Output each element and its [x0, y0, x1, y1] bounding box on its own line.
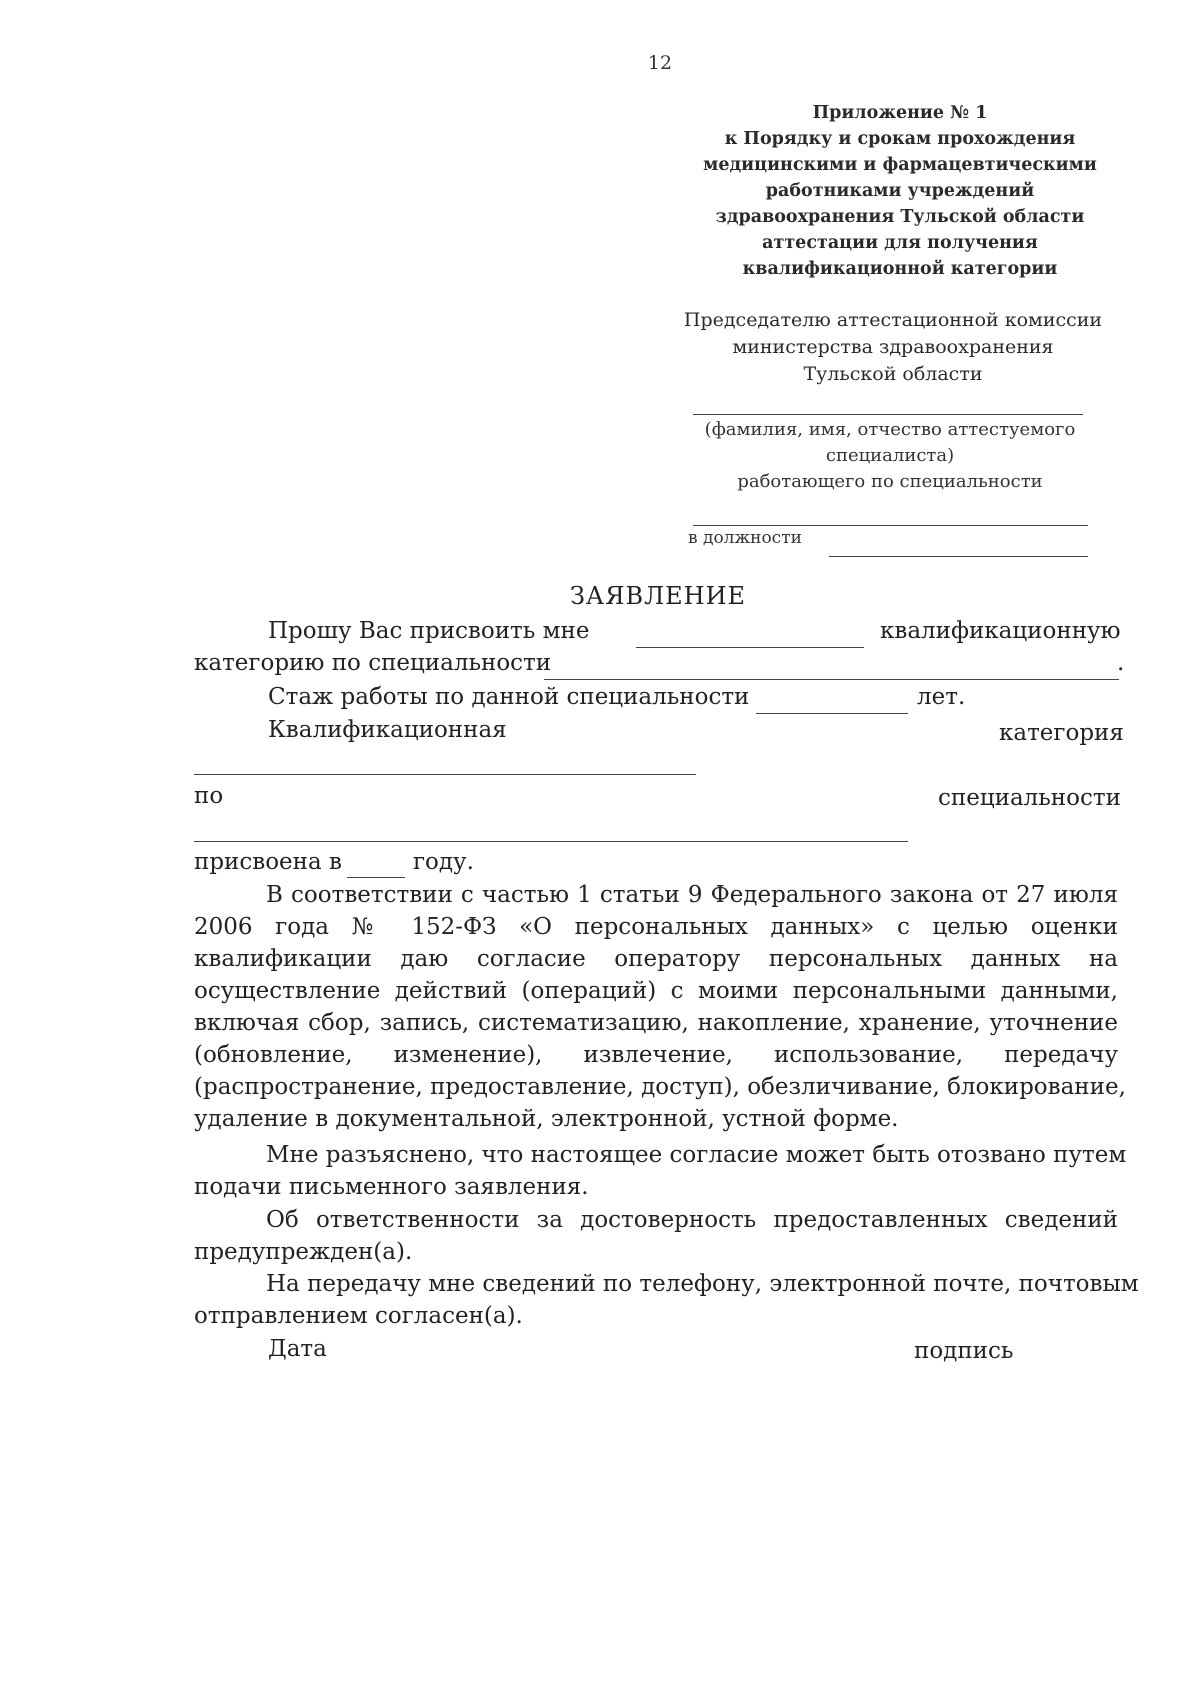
assigned-kval-word: Квалификационная — [268, 717, 507, 743]
addressee-line: министерства здравоохранения — [732, 336, 1054, 358]
consent-line: включая сбор, запись, систематизацию, накопление, хранение, уточнение — [194, 1010, 1118, 1036]
request-text: Прошу Вас присвоить мне — [268, 618, 590, 644]
caption-line: работающего по специальности — [737, 471, 1043, 492]
document-title: ЗАЯВЛЕНИЕ — [569, 582, 747, 610]
caption-line: (фамилия, имя, отчество аттестуемого — [704, 419, 1076, 440]
revocation-line: Мне разъяснено, что настоящее согласие может быть отозвано путем — [266, 1142, 1127, 1168]
appendix-line: аттестации для получения — [762, 233, 1038, 253]
fio-caption — [680, 417, 1100, 495]
appendix-line: медицинскими и фармацевтическими — [703, 155, 1097, 175]
revocation-paragraph — [194, 1139, 1127, 1203]
transfer-line: На передачу мне сведений по телефону, электронной почте, почтовым — [266, 1271, 1139, 1297]
assigned-category-blank-line[interactable] — [194, 774, 696, 775]
assigned-prisvoena: присвоена в — [194, 849, 342, 875]
specialty-blank-line[interactable] — [693, 525, 1088, 526]
consent-line: (обновление, изменение), извлечение, использование, передачу — [194, 1042, 1118, 1068]
assigned-category-word: категория — [999, 720, 1124, 746]
consent-line: квалификации даю согласие оператору персональных данных на — [194, 946, 1118, 972]
appendix-line: квалификационной категории — [742, 259, 1058, 279]
position-label: в должности — [688, 528, 802, 548]
revocation-line: подачи письменного заявления. — [194, 1174, 589, 1200]
assigned-spec-word: специальности — [938, 785, 1121, 811]
responsibility-line: предупрежден(а). — [194, 1239, 413, 1265]
date-label: Дата — [268, 1336, 327, 1362]
assigned-specialty-blank-line[interactable] — [194, 841, 908, 842]
caption-line: специалиста) — [825, 445, 955, 466]
request-period: . — [1117, 650, 1125, 676]
category-blank-line[interactable] — [636, 647, 864, 648]
transfer-line: отправлением согласен(а). — [194, 1303, 523, 1329]
request-kval-word: квалификационную — [880, 618, 1121, 644]
appendix-line: работниками учреждений — [765, 181, 1035, 201]
experience-unit: лет. — [917, 684, 966, 710]
experience-label: Стаж работы по данной специальности — [268, 684, 750, 710]
signature-label: подпись — [914, 1338, 1014, 1364]
consent-line: (распространение, предоставление, доступ), обезличивание, блокирование, — [194, 1074, 1126, 1100]
assigned-year-word: году. — [413, 849, 474, 875]
request-specialty-blank-line[interactable] — [544, 679, 1119, 680]
appendix-header — [690, 100, 1110, 282]
assigned-po-word: по — [194, 783, 224, 809]
consent-line: 2006 года № 152-ФЗ «О персональных данных» с целью оценки — [194, 914, 1118, 940]
addressee-block — [668, 307, 1118, 388]
consent-line: удаление в документальной, электронной, устной форме. — [194, 1106, 899, 1132]
responsibility-paragraph — [194, 1204, 1118, 1268]
consent-line: В соответствии с частью 1 статьи 9 Федерального закона от 27 июля — [266, 882, 1118, 908]
consent-line: осуществление действий (операций) с моими персональными данными, — [194, 978, 1118, 1004]
responsibility-line: Об ответственности за достоверность предоставленных сведений — [266, 1207, 1118, 1233]
request-category-by-spec: категорию по специальности — [194, 650, 552, 676]
position-blank-line[interactable] — [829, 556, 1088, 557]
experience-blank-line[interactable] — [756, 713, 908, 714]
transfer-paragraph — [194, 1268, 1139, 1332]
addressee-line: Председателю аттестационной комиссии — [683, 309, 1103, 331]
appendix-line: Приложение № 1 — [812, 103, 988, 123]
page-number: 12 — [647, 52, 673, 74]
addressee-line: Тульской области — [803, 363, 983, 385]
appendix-line: здравоохранения Тульской области — [715, 207, 1085, 227]
fio-blank-line[interactable] — [693, 414, 1083, 415]
assigned-year-blank-line[interactable] — [347, 877, 405, 878]
consent-paragraph — [194, 879, 1126, 1135]
appendix-line: к Порядку и срокам прохождения — [724, 129, 1076, 149]
